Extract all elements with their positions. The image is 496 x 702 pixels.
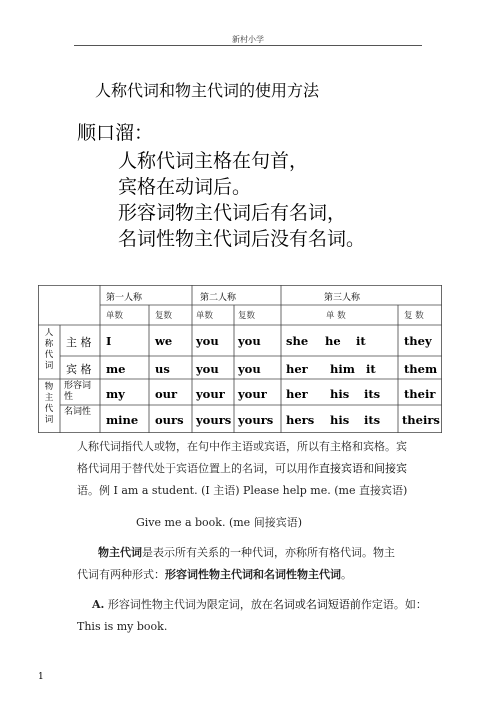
side-label-personal-pronouns: 人称代词 (44, 328, 54, 371)
page-number: 1 (38, 672, 44, 682)
table-cell: her (286, 387, 308, 401)
table-cell: its (364, 413, 381, 427)
text-span: 代词有两种形式： (77, 568, 165, 581)
term-direct-object: 直接宾语 (319, 462, 363, 475)
term-indirect-object: 间接宾 (374, 462, 407, 475)
rhyme-line: 宾格在动词后。 (118, 176, 252, 198)
table-cell: ours (155, 413, 184, 427)
item-marker: A. (92, 598, 105, 611)
paragraph-line (77, 564, 457, 586)
table-cell: you (238, 362, 261, 376)
rhyme-line: 形容词物主代词后有名词， (118, 202, 347, 224)
term-two-forms: 形容词性物主代词和名词性物主代词 (165, 568, 341, 581)
table-cell: his (330, 387, 350, 401)
pronoun-table (38, 285, 442, 433)
paragraph-line: This is my book. (77, 620, 168, 633)
table-cell: him (330, 362, 355, 376)
text-span: 语 (77, 484, 88, 497)
page-header: 新村小学 (232, 35, 264, 44)
header-third-person: 第三人称 (324, 293, 361, 303)
text-span: 。例 I am a student. (I 主语) Please help me. (me 直接宾语) (88, 484, 408, 497)
text-span: 。 (341, 568, 352, 581)
paragraph-line (77, 458, 457, 480)
table-cell: mine (106, 413, 139, 427)
term-possessive-pronoun: 物主代词 (98, 546, 142, 559)
table-cell: hers (286, 413, 315, 427)
table-cell: yours (196, 413, 232, 427)
subhead-singular: 单数 (106, 311, 124, 321)
text-span: 是表示所有关系的一种代词，亦称所有格代词。物主 (142, 546, 395, 559)
text-span: 形容词性物主代词为限定词，放在 (104, 598, 273, 611)
subhead-plural: 复数 (238, 311, 256, 321)
term-noun-phrase: 名词或名词短语前 (272, 598, 361, 611)
row-label-objective: 宾 格 (66, 363, 92, 376)
table-cell: its (364, 387, 381, 401)
subhead-singular: 单 数 (326, 311, 346, 321)
table-cell: his (330, 413, 350, 427)
text-span: 和 (363, 462, 374, 475)
table-cell: your (196, 387, 225, 401)
table-grid (38, 285, 442, 433)
table-cell: you (238, 334, 261, 348)
rhyme-line: 人称代词主格在句首， (118, 150, 309, 172)
text-span: 作定语。如： (360, 598, 427, 611)
table-cell: we (155, 334, 173, 348)
table-cell: theirs (402, 413, 440, 427)
row-label-nominal: 名词性 (64, 407, 92, 417)
rhyme-line: 名词性物主代词后没有名词。 (118, 228, 366, 250)
table-cell: they (404, 334, 432, 348)
table-cell: her (286, 362, 308, 376)
row-label-adjectival: 形容词性 (64, 381, 92, 402)
table-cell: me (106, 362, 126, 376)
header-divider (74, 45, 422, 46)
table-cell: you (196, 334, 219, 348)
table-cell: my (106, 387, 125, 401)
header-first-person: 第一人称 (106, 293, 143, 303)
term-personal-pronoun: 人称代词 (77, 440, 121, 453)
side-label-possessive-pronouns: 物主代词 (44, 382, 54, 425)
text-span: 指代人或物，在句中作主语或宾语，所以有主格和宾格。宾 (121, 440, 407, 453)
table-cell: your (238, 387, 267, 401)
table-cell: it (366, 362, 376, 376)
table-cell: he (325, 334, 341, 348)
paragraph-line (98, 542, 458, 564)
table-cell: our (155, 387, 178, 401)
subhead-plural: 复数 (155, 311, 173, 321)
subhead-singular: 单数 (196, 311, 214, 321)
table-cell: I (106, 334, 112, 348)
table-cell: yours (238, 413, 274, 427)
row-label-subjective: 主 格 (66, 336, 92, 349)
table-cell: it (356, 334, 366, 348)
table-cell: you (196, 362, 219, 376)
document-title: 人称代词和物主代词的使用方法 (95, 81, 320, 100)
paragraph-line (77, 480, 457, 502)
paragraph-line (92, 594, 462, 616)
rhyme-heading: 顺口溜： (77, 122, 154, 144)
table-cell: she (286, 334, 309, 348)
header-second-person: 第二人称 (200, 293, 237, 303)
table-cell: us (155, 362, 170, 376)
paragraph-line (77, 436, 457, 458)
table-cell: their (404, 387, 436, 401)
paragraph-line: Give me a book. (me 间接宾语) (136, 516, 302, 529)
table-cell: them (404, 362, 438, 376)
subhead-plural: 复 数 (404, 311, 424, 321)
text-span: 格代词用于替代处于宾语位置上的名词，可以用作 (77, 462, 319, 475)
